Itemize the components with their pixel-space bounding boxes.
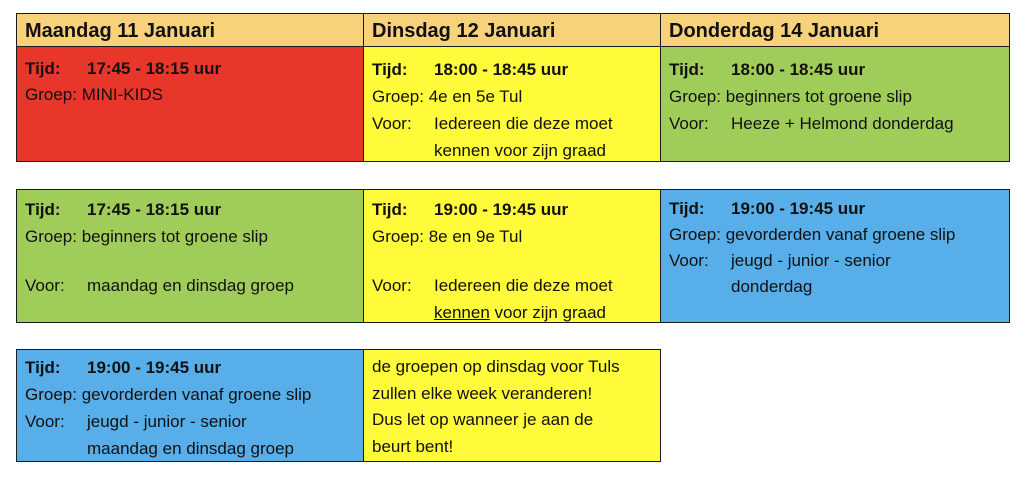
time-label: Tijd: [25,358,61,377]
group-row [25,381,355,408]
for-label: Voor: [669,114,709,133]
for-value-2-underlined: kennen [434,303,490,322]
time-row [25,354,355,381]
group-value: MINI-KIDS [81,85,163,104]
group-label: Groep: [372,227,424,246]
for-label: Voor: [25,276,65,295]
header-tuesday-text: Dinsdag 12 Januari [372,20,556,42]
time-value: 17:45 - 18:15 uur [87,59,222,78]
schedule-cell-tue-2 [363,189,661,323]
group-row [669,222,1001,248]
schedule-cell-thu-2 [660,189,1010,323]
time-row [669,56,1001,83]
note-cell [363,349,661,462]
schedule-cell-mon-3 [16,349,364,462]
time-value: 19:00 - 19:45 uur [87,358,222,377]
group-label: Groep: [25,227,77,246]
time-label: Tijd: [372,200,408,219]
time-row [25,56,355,82]
group-value: gevorderden vanaf groene slip [81,385,312,404]
header-thursday-text: Donderdag 14 Januari [669,20,880,42]
for-label: Voor: [669,251,709,270]
note-line: zullen elke week veranderen! [372,383,593,403]
schedule-cell-mon-1 [16,46,364,162]
time-label: Tijd: [25,200,61,219]
time-row [25,196,355,223]
group-row [25,82,355,108]
time-value: 18:00 - 18:45 uur [731,60,866,79]
for-value: jeugd - junior - senior [87,412,247,431]
for-row [669,248,1001,274]
time-label: Tijd: [669,199,705,218]
group-row [669,83,1001,110]
time-row [372,196,652,223]
time-value: 19:00 - 19:45 uur [434,200,569,219]
for-value: Heeze + Helmond donderdag [731,114,954,133]
schedule-cell-thu-1 [660,46,1010,162]
for-label: Voor: [25,412,65,431]
for-value: jeugd - junior - senior [731,251,891,270]
for-value: maandag en dinsdag groep [87,276,294,295]
for-label: Voor: [372,276,412,295]
time-row [669,196,1001,222]
for-value-2-rest: voor zijn graad [489,303,607,322]
spacer [372,250,652,272]
note-line: de groepen op dinsdag voor Tuls [372,357,620,376]
time-label: Tijd: [372,60,408,79]
group-label: Groep: [372,87,424,106]
group-label: Groep: [25,85,77,104]
group-label: Groep: [25,385,77,404]
for-label: Voor: [372,114,412,133]
for-row [372,272,652,299]
group-label: Groep: [669,87,721,106]
group-label: Groep: [669,225,721,244]
time-value: 18:00 - 18:45 uur [434,60,569,79]
header-monday [16,13,364,47]
for-row [669,110,1001,137]
for-row-continued [25,435,355,462]
group-row [372,83,652,110]
for-row-continued [372,137,652,164]
for-row-continued [669,274,1001,300]
note-line: Dus let op wanneer je aan de [372,410,594,429]
schedule-cell-mon-2 [16,189,364,323]
for-row [25,408,355,435]
for-value: Iedereen die deze moet [434,114,613,133]
group-value: beginners tot groene slip [725,87,912,106]
for-value: Iedereen die deze moet [434,276,613,295]
note-line: beurt bent! [372,436,454,456]
time-label: Tijd: [669,60,705,79]
for-value-2: maandag en dinsdag groep [87,439,294,458]
group-value: 8e en 9e Tul [428,227,523,246]
time-label: Tijd: [25,59,61,78]
for-row-continued [372,299,652,326]
group-value: beginners tot groene slip [81,227,268,246]
time-row [372,56,652,83]
header-tuesday [363,13,661,47]
time-value: 17:45 - 18:15 uur [87,200,222,219]
group-value: gevorderden vanaf groene slip [725,225,956,244]
time-value: 19:00 - 19:45 uur [731,199,866,218]
for-row [372,110,652,137]
for-value-2: kennen voor zijn graad [434,141,607,160]
for-row [25,272,355,299]
group-row [25,223,355,250]
spacer [25,250,355,272]
header-thursday [660,13,1010,47]
group-row [372,223,652,250]
for-value-2: donderdag [731,277,813,296]
header-monday-text: Maandag 11 Januari [25,20,216,42]
group-value: 4e en 5e Tul [428,87,523,106]
schedule-cell-tue-1 [363,46,661,162]
